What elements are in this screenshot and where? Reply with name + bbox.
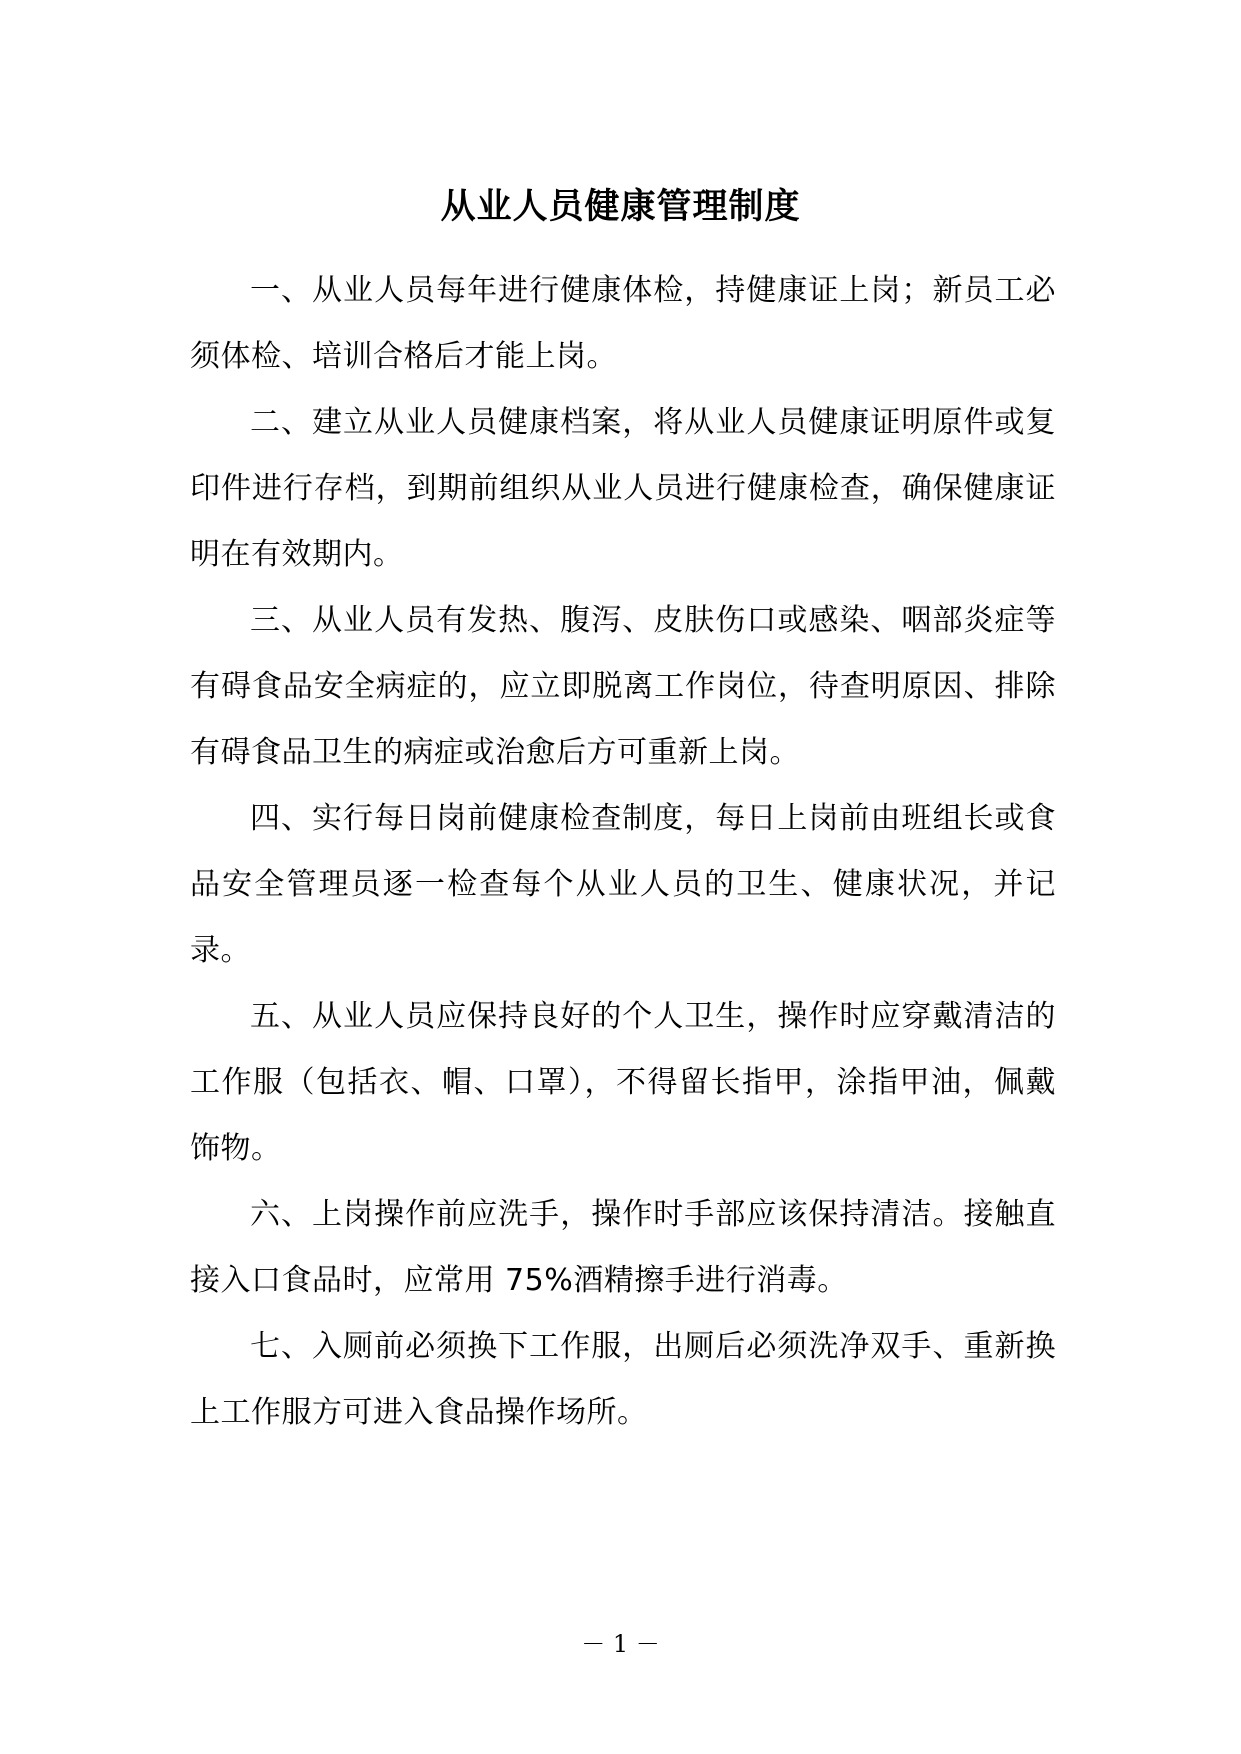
paragraph-1: 一、从业人员每年进行健康体检，持健康证上岗；新员工必须体检、培训合格后才能上岗。	[190, 273, 1056, 374]
paragraph-4: 四、实行每日岗前健康检查制度，每日上岗前由班组长或食品安全管理员逐一检查每个从业人员的卫生、健康状况，并记录。	[190, 801, 1056, 968]
paragraph-2: 二、建立从业人员健康档案，将从业人员健康证明原件或复印件进行存档，到期前组织从业人员进行健康检查，确保健康证明在有效期内。	[190, 405, 1056, 572]
paragraph-5: 五、从业人员应保持良好的个人卫生，操作时应穿戴清洁的工作服（包括衣、帽、口罩），不得留长指甲，涂指甲油，佩戴饰物。	[190, 999, 1056, 1166]
paragraph-3: 三、从业人员有发热、腹泻、皮肤伤口或感染、咽部炎症等有碍食品安全病症的，应立即脱离工作岗位，待查明原因、排除有碍食品卫生的病症或治愈后方可重新上岗。	[190, 603, 1056, 770]
paragraph-7: 七、入厕前必须换下工作服，出厕后必须洗净双手、重新换上工作服方可进入食品操作场所。	[190, 1329, 1056, 1430]
page-number: － 1 －	[581, 1630, 660, 1658]
paragraph-6: 六、上岗操作前应洗手，操作时手部应该保持清洁。接触直接入口食品时，应常用 75%酒精擦手进行消毒。	[190, 1197, 1056, 1298]
document-body	[190, 258, 1056, 1446]
document-title: 从业人员健康管理制度	[440, 187, 801, 228]
